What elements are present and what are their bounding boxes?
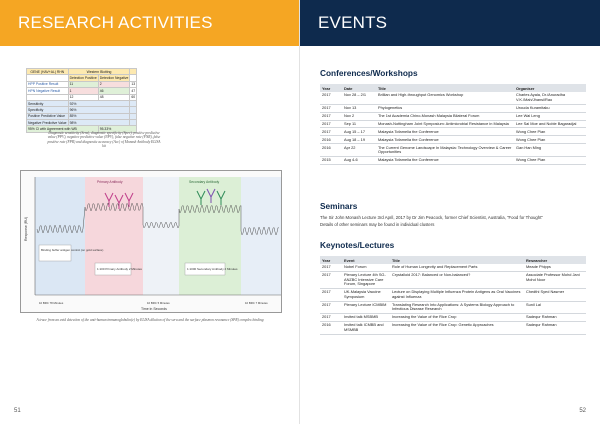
matrix-footer-value: 95.33%	[98, 126, 136, 132]
primary-antibody-region	[85, 177, 143, 295]
x-axis-label: Time in Seconds	[141, 307, 167, 311]
table-row	[320, 289, 586, 302]
matrix-header-cell: Western Blotting	[68, 69, 130, 75]
table-cell: Role of Human Longevity and Replacement Parts	[390, 264, 524, 271]
table-cell: Plenary Lecture 4th SG-ANZBC Intensive Care Forum, Singapore	[342, 271, 390, 288]
column-header: Event	[342, 256, 390, 264]
matrix-cell: 60	[131, 95, 136, 100]
diagnostic-matrix-table	[26, 68, 137, 133]
table-cell: Invited talk MSBMB	[342, 314, 390, 322]
table-cell: Meade Phipps	[524, 264, 586, 271]
table-cell: Increasing the Value of the Rice Crop: Genetic Approaches	[390, 322, 524, 335]
seminars-text	[320, 214, 586, 228]
table-row	[320, 120, 586, 128]
matrix-caption: Diagnostic sensitivity (Sens), diagnostic specificity (Spec), positive predictive value (PPV), negative predictive value (NPV), false negative rate (FNR), false positive rate (FPR) and diagnostic accuracy (Acc) of Monash Antibody ELISA kit	[47, 131, 161, 149]
matrix-cell: 2	[98, 81, 130, 87]
research-activities-banner	[0, 0, 300, 46]
stat-value: 98%	[68, 120, 130, 126]
column-header: Organiser	[514, 84, 586, 92]
table-row	[320, 144, 586, 157]
events-banner	[300, 0, 600, 46]
regeneration-region	[241, 177, 281, 295]
matrix-cell: 1	[68, 88, 98, 94]
table-cell: Lee Sai Moe and Noble Bagaradjal	[514, 120, 586, 128]
bottom-label: 10 BRC 7 Minutes	[245, 301, 268, 305]
right-page	[300, 0, 600, 424]
table-cell: Chedthi Syed Nasmer	[524, 289, 586, 302]
sensorgram-caption: A trace from an avid detection of the anti-human immunoglobulin(e) by ELISA dilution of the sera and the surface plasmon resonance (SPR) complex binding	[36, 318, 264, 322]
stat-value: 85%	[68, 113, 130, 119]
table-cell: Malaysia Tofamelia the Conference	[376, 128, 514, 136]
conferences-heading: Conferences/Workshops	[320, 68, 418, 78]
table-row	[320, 136, 586, 144]
table-row	[320, 112, 586, 120]
table-cell: Charles Ayala, Dr./Anuradha V.K./Mah/Jhansi/Rao	[514, 92, 586, 104]
matrix-subheader-cell: Detection Positive	[69, 76, 97, 81]
matrix-header-cell: GENE (HAV+AL) RHN	[27, 69, 69, 75]
table-cell: Nov 13	[342, 104, 376, 112]
table-cell: Aug 18 – 19	[342, 136, 376, 144]
table-cell: 2017	[320, 92, 342, 104]
table-cell: 2017	[320, 301, 342, 314]
stat-value: 96%	[68, 107, 130, 113]
table-cell: Sadequr Rahman	[524, 314, 586, 322]
table-cell: 2017	[320, 104, 342, 112]
table-cell: 2017	[320, 120, 342, 128]
column-header: Date	[342, 84, 376, 92]
seminars-heading: Seminars	[320, 201, 358, 211]
table-cell: 2017	[320, 271, 342, 288]
column-header: Title	[376, 84, 514, 92]
matrix-row-label: HPP Positive Result	[27, 81, 69, 87]
table-cell: 2017	[320, 112, 342, 120]
table-row	[320, 301, 586, 314]
matrix-cell: 13	[131, 82, 136, 87]
table-row	[320, 128, 586, 136]
page-number: 52	[579, 408, 586, 414]
column-header: Year	[320, 84, 342, 92]
table-cell: Malaysia Tofamelia the Conference	[376, 136, 514, 144]
stat-label: Negative Predictive Value	[28, 120, 67, 125]
table-cell: Urouda Kuramitaku	[514, 104, 586, 112]
matrix-footer-label: 95% CI with Agreement with WB	[27, 126, 99, 132]
table-row	[320, 156, 586, 164]
matrix-cell: 47	[131, 88, 136, 93]
table-row	[320, 322, 586, 335]
table-cell: 2016	[320, 136, 342, 144]
stat-label: Sensitivity	[27, 100, 69, 106]
column-header: Title	[390, 256, 524, 264]
table-cell: Translating Research Into Applications: A Systems Biology Approach to Infectious Disease Research	[390, 301, 524, 314]
column-header: Year	[320, 256, 342, 264]
table-cell: 2015	[320, 156, 342, 164]
table-row	[320, 271, 586, 288]
table-row	[320, 264, 586, 271]
keynotes-heading: Keynotes/Lectures	[320, 240, 395, 250]
table-cell: Brillian and High-throughput Genomics Workshop	[376, 92, 514, 104]
conferences-table	[320, 84, 586, 165]
primary-antibody-label: Primary Antibody	[97, 180, 123, 184]
stat-value: 92%	[68, 100, 130, 106]
table-cell: Sunil Lal	[524, 301, 586, 314]
table-cell: Associate Professor Mohd Jani Mohd Noor	[524, 271, 586, 288]
matrix-subheader-cell: Detection Negative	[99, 76, 129, 81]
table-cell: Increasing the Value of the Rice Crop	[390, 314, 524, 322]
washing-region	[35, 177, 85, 295]
table-cell: 2017	[320, 289, 342, 302]
table-cell: Aug 4-6	[342, 156, 376, 164]
secondary-antibody-label: Secondary Antibody	[189, 180, 220, 184]
banner-title: RESEARCH ACTIVITIES	[18, 13, 213, 32]
table-cell: Monash-Nottingham Joint Symposium: Antimicrobial Resistance in Malaysia	[376, 120, 514, 128]
spr-sensorgram	[20, 170, 282, 313]
table-cell: The Current Genome Landscape In Malaysia: Technology Overview & Career Opportunities	[376, 144, 514, 157]
banner-title: EVENTS	[318, 13, 388, 32]
matrix-cell: 11	[68, 81, 98, 87]
seminar-line: The Sir John Monash Lecture 3rd April, 2017 by Dr Jim Peacock, former Chief Scientist, Australia, "Food for Thought"	[320, 215, 543, 220]
binding-note: Binding buffer antigen control (on gold surface)	[41, 248, 104, 252]
table-cell: 2016	[320, 144, 342, 157]
table-cell: Gan Han Ming	[514, 144, 586, 157]
table-cell: Nov 2	[342, 112, 376, 120]
table-cell: Sep 11	[342, 120, 376, 128]
table-cell: Plenary Lecture ICMBIM	[342, 301, 390, 314]
table-cell: Wong Chee Pian	[514, 128, 586, 136]
table-cell: Wong Chee Pian	[514, 136, 586, 144]
table-row	[320, 104, 586, 112]
table-cell: 2017	[320, 264, 342, 271]
keynotes-table	[320, 256, 586, 335]
table-cell: Nov 28 – 2/1	[342, 92, 376, 104]
bottom-label: 10 BRC 78 Minutes	[39, 301, 64, 305]
table-row	[320, 92, 586, 104]
primary-box-label: 1:100 Primary Antibody 2 Minutes	[97, 267, 142, 271]
table-cell: 2017	[320, 128, 342, 136]
column-header: Researcher	[524, 256, 586, 264]
matrix-cell: 12	[68, 94, 98, 100]
table-cell: Phylogenetics	[376, 104, 514, 112]
table-cell: Malaysia Tofamelia the Conference	[376, 156, 514, 164]
page-number: 51	[14, 408, 21, 414]
table-cell: 2016	[320, 322, 342, 335]
table-cell: Lecture on Displaying Multiple Influenza Protein Antigens as Oral Vaccines against Influenza	[390, 289, 524, 302]
secondary-box-label: 1:1000 Secondary Antibody 2 Minutes	[187, 267, 238, 271]
matrix-cell: 46	[98, 88, 130, 94]
table-cell: Nobel Forum	[342, 264, 390, 271]
table-cell: UK-Malaysia Vaccine Symposium	[342, 289, 390, 302]
table-cell: The 1st Academia Chino-Monash Malaysia Bilateral Forum	[376, 112, 514, 120]
y-axis-label: Response (RU)	[24, 216, 28, 241]
table-cell: 2017	[320, 314, 342, 322]
bottom-label: 10 BRC 5 Minutes	[147, 301, 170, 305]
stat-label: Specificity	[27, 107, 69, 113]
table-cell: Crystalloid 2017: Balanced or Non-balanced?	[390, 271, 524, 288]
table-cell: Aug 15 – 17	[342, 128, 376, 136]
sensorgram-svg	[21, 171, 282, 313]
table-row	[320, 314, 586, 322]
table-cell: Lee Wai Leng	[514, 112, 586, 120]
table-cell: Apr 22	[342, 144, 376, 157]
matrix-row-label: HPN Negative Result	[27, 88, 69, 94]
stat-label: Positive Predictive Value	[27, 113, 69, 119]
seminar-line: Details of other seminars may be found in individual clusters	[320, 222, 435, 227]
washing-region-2	[143, 177, 179, 295]
table-cell: Sadequr Rahman	[524, 322, 586, 335]
table-cell: Wong Chee Pian	[514, 156, 586, 164]
table-cell: Invited talk ICMBB and MSMBB	[342, 322, 390, 335]
matrix-cell: 48	[98, 94, 130, 100]
